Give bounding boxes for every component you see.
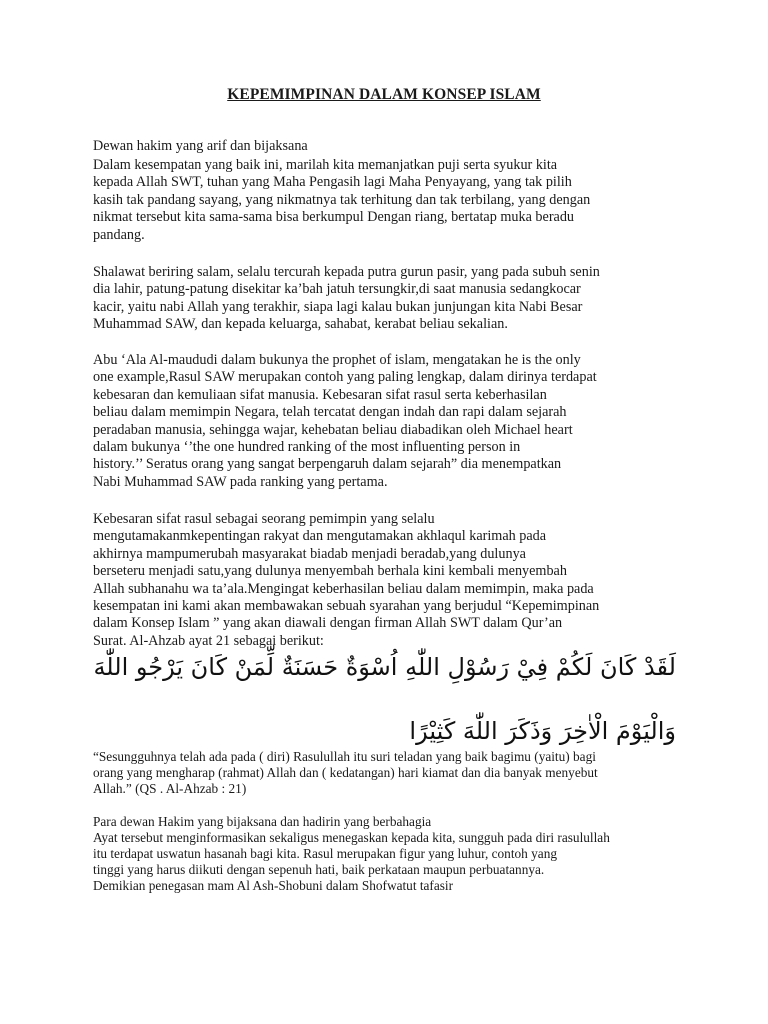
paragraph-kebesaran	[93, 511, 671, 650]
text-line: beliau dalam memimpin Negara, telah tercatat dengan indah dan rapi dalam sejarah	[93, 404, 567, 421]
text-line: kepada Allah SWT, tuhan yang Maha Pengasih lagi Maha Penyayang, yang tak pilih	[93, 174, 572, 191]
text-line: kesempatan ini kami akan membawakan sebuah syarahan yang berjudul “Kepemimpinan	[93, 598, 600, 615]
text-line: Muhammad SAW, dan kepada keluarga, sahabat, kerabat beliau sekalian.	[93, 316, 508, 333]
text-line: Abu ‘Ala Al-maududi dalam bukunya the prophet of islam, mengatakan he is the only	[93, 352, 581, 368]
text-line: tinggi yang harus diikuti dengan sepenuh hati, baik perkataan maupun perbuatannya.	[93, 862, 545, 877]
text-line: orang yang mengharap (rahmat) Allah dan ( kedatangan) hari kiamat dan dia banyak menyebut	[93, 765, 598, 780]
text-line: kasih tak pandang sayang, yang nikmatnya tak terhitung dan tak terbilang, yang dengan	[93, 191, 591, 208]
text-line: akhirnya mampumerubah masyarakat biadab menjadi beradab,yang dulunya	[93, 545, 526, 562]
text-line: Para dewan Hakim yang bijaksana dan hadirin yang berbahagia	[93, 814, 432, 829]
verse-translation	[93, 749, 671, 797]
arabic-verse-line-1: لَقَدْ كَانَ لَكُمْ فِيْ رَسُوْلِ اللّٰهِ اُسْوَةٌ حَسَنَةٌ لِّمَنْ كَانَ يَرْجُو اللّٰهَ	[93, 653, 676, 681]
greeting-block	[93, 138, 671, 155]
text-line: berseteru menjadi satu,yang dulunya menyembah berhala kini kembali menyembah	[93, 563, 567, 580]
text-line: “Sesungguhnya telah ada pada ( diri) Rasulullah itu suri teladan yang baik bagimu (yaitu) bagi	[93, 749, 596, 764]
greeting-line	[93, 138, 671, 155]
paragraph-closing	[93, 814, 671, 894]
paragraph-shalawat	[93, 264, 671, 334]
paragraph-text	[93, 749, 671, 797]
text-line: one example,Rasul SAW merupakan contoh yang paling lengkap, dalam dirinya terdapat	[93, 369, 597, 386]
text-line: dalam bukunya ‘’the one hundred ranking of the most influenting person in	[93, 439, 521, 456]
document-title: KEPEMIMPINAN DALAM KONSEP ISLAM	[227, 86, 541, 103]
paragraph-text	[93, 511, 671, 650]
text-line: Ayat tersebut menginformasikan sekaligus menegaskan kepada kita, sungguh pada diri rasulullah	[93, 830, 610, 845]
paragraph-maududi	[93, 352, 671, 491]
text-line: dalam Konsep Islam ” yang akan diawali dengan firman Allah SWT dalam Qur’an	[93, 615, 563, 632]
text-line: peradaban manusia, sehingga wajar, kehebatan beliau diabadikan oleh Michael heart	[93, 421, 573, 438]
text-line: Kebesaran sifat rasul sebagai seorang pemimpin yang selalu	[93, 511, 435, 527]
text-line: Demikian penegasan mam Al Ash-Shobuni dalam Shofwatut tafasir	[93, 878, 454, 893]
text-line: kacir, yaitu nabi Allah yang terakhir, siapa lagi kalau bukan junjungan kita Nabi Besar	[93, 298, 583, 315]
paragraph-text	[93, 814, 671, 894]
paragraph-opening	[93, 157, 671, 244]
text-line: dia lahir, patung-patung disekitar ka’bah jatuh tersungkir,di saat manusia sedangkocar	[93, 281, 581, 298]
paragraph-text	[93, 352, 671, 491]
text-line: itu terdapat uswatun hasanah bagi kita. Rasul merupakan figur yang luhur, contoh yang	[93, 846, 557, 861]
text-line: Surat. Al-Ahzab ayat 21 sebagai berikut:	[93, 632, 324, 649]
arabic-verse-line-2: وَالْيَوْمَ الْاٰخِرَ وَذَكَرَ اللّٰهَ كَثِيْرًا	[409, 717, 676, 745]
text-line: nikmat tersebut kita sama-sama bisa berkumpul Dengan riang, bertatap muka beradu	[93, 209, 575, 226]
paragraph-text	[93, 264, 671, 334]
text-line: Dalam kesempatan yang baik ini, marilah kita memanjatkan puji serta syukur kita	[93, 157, 558, 173]
text-line: mengutamakanmkepentingan rakyat dan mengutamakan akhlaqul karimah pada	[93, 528, 547, 545]
greeting-text: Dewan hakim yang arif dan bijaksana	[93, 138, 308, 154]
text-line: Nabi Muhammad SAW pada ranking yang pertama.	[93, 473, 388, 490]
paragraph-text	[93, 157, 671, 244]
text-line: pandang.	[93, 226, 145, 243]
text-line: Allah subhanahu wa ta’ala.Mengingat keberhasilan beliau dalam memimpin, maka pada	[93, 580, 594, 597]
text-line: kebesaran dan kemuliaan sifat manusia. Kebesaran sifat rasul serta keberhasilan	[93, 386, 547, 403]
text-line: Allah.” (QS . Al-Ahzab : 21)	[93, 781, 247, 796]
text-line: Shalawat beriring salam, selalu tercurah kepada putra gurun pasir, yang pada subuh senin	[93, 264, 600, 280]
text-line: history.’’ Seratus orang yang sangat berpengaruh dalam sejarah” dia menempatkan	[93, 456, 562, 473]
